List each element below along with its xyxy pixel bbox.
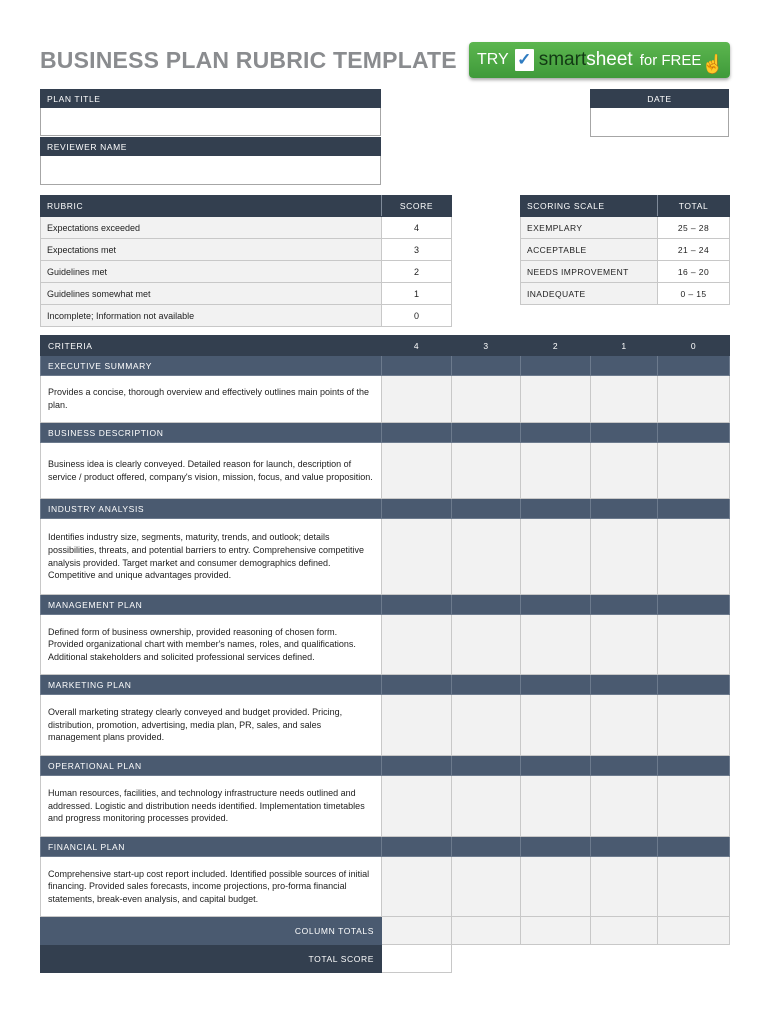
- scale-range: 25 – 28: [658, 217, 730, 239]
- rubric-score: 0: [382, 305, 452, 327]
- column-totals-label: COLUMN TOTALS: [41, 917, 382, 945]
- check-icon: ✓: [515, 49, 534, 71]
- scale-label: ACCEPTABLE: [521, 239, 658, 261]
- section-title: BUSINESS DESCRIPTION: [41, 423, 382, 443]
- score-cell[interactable]: [658, 519, 730, 595]
- score-cell[interactable]: [452, 376, 521, 423]
- rubric-label: Incomplete; Information not available: [41, 305, 382, 327]
- scale-range: 0 – 15: [658, 283, 730, 305]
- column-total-cell[interactable]: [658, 917, 730, 945]
- rubric-row: [41, 239, 452, 261]
- page-title: BUSINESS PLAN RUBRIC TEMPLATE: [40, 47, 457, 73]
- score-cell[interactable]: [658, 857, 730, 917]
- scale-row: [521, 239, 730, 261]
- section-row: [41, 675, 730, 695]
- hand-cursor-icon: ☝: [701, 54, 724, 74]
- section-row: [41, 356, 730, 376]
- score-cell[interactable]: [591, 615, 658, 675]
- rubric-score: 4: [382, 217, 452, 239]
- score-cell[interactable]: [382, 519, 452, 595]
- score-cell[interactable]: [591, 443, 658, 499]
- score-cell[interactable]: [382, 443, 452, 499]
- section-row: [41, 837, 730, 857]
- scale-range: 16 – 20: [658, 261, 730, 283]
- column-total-cell[interactable]: [591, 917, 658, 945]
- score-cell[interactable]: [658, 615, 730, 675]
- plan-title-header: PLAN TITLE: [40, 89, 381, 108]
- column-total-cell[interactable]: [382, 917, 452, 945]
- scale-label: EXEMPLARY: [521, 217, 658, 239]
- rubric-label: Guidelines somewhat met: [41, 283, 382, 305]
- scoring-scale-header: SCORING SCALE: [521, 196, 658, 217]
- score-cell[interactable]: [591, 857, 658, 917]
- rubric-score: 2: [382, 261, 452, 283]
- criteria-row: [41, 443, 730, 499]
- rubric-header-row: [41, 196, 452, 217]
- total-score-row: [41, 945, 730, 973]
- score-column-2-header: 2: [521, 336, 591, 356]
- criteria-description: Defined form of business ownership, provided reasoning of chosen form. Provided organizational chart with member's names, roles, and qualifications. Additional stakeholders and solicited professional services defined.: [41, 615, 382, 675]
- plan-title-field[interactable]: [40, 108, 381, 136]
- score-cell[interactable]: [382, 857, 452, 917]
- score-cell[interactable]: [521, 695, 591, 756]
- score-cell[interactable]: [452, 443, 521, 499]
- try-smartsheet-banner[interactable]: [469, 42, 730, 78]
- column-total-cell[interactable]: [521, 917, 591, 945]
- score-cell[interactable]: [658, 776, 730, 837]
- score-cell[interactable]: [591, 376, 658, 423]
- section-title: MARKETING PLAN: [41, 675, 382, 695]
- rubric-header: RUBRIC: [41, 196, 382, 217]
- score-cell[interactable]: [452, 857, 521, 917]
- score-cell[interactable]: [452, 519, 521, 595]
- rubric-score: 3: [382, 239, 452, 261]
- rubric-row: [41, 217, 452, 239]
- section-title: MANAGEMENT PLAN: [41, 595, 382, 615]
- criteria-table: [40, 335, 730, 973]
- criteria-description: Overall marketing strategy clearly conveyed and budget provided. Pricing, distribution, promotion, advertising, media plan, PR, sales, and sales management plans provided.: [41, 695, 382, 756]
- scale-row: [521, 217, 730, 239]
- criteria-row: [41, 857, 730, 917]
- criteria-row: [41, 615, 730, 675]
- criteria-description: Provides a concise, thorough overview and effectively outlines main points of the plan.: [41, 376, 382, 423]
- rubric-label: Expectations exceeded: [41, 217, 382, 239]
- criteria-description: Business idea is clearly conveyed. Detailed reason for launch, description of service / product offered, company's vision, mission, focus, and value proposition.: [41, 443, 382, 499]
- scale-header-row: [521, 196, 730, 217]
- score-column-3-header: 3: [452, 336, 521, 356]
- score-header: SCORE: [382, 196, 452, 217]
- total-header: TOTAL: [658, 196, 730, 217]
- score-cell[interactable]: [521, 519, 591, 595]
- reviewer-name-header: REVIEWER NAME: [40, 137, 381, 156]
- criteria-description: Human resources, facilities, and technology infrastructure needs outlined and addressed. Logistic and distribution needs identified. Implementation timetables and progress monitoring processes provided.: [41, 776, 382, 837]
- column-total-cell[interactable]: [452, 917, 521, 945]
- criteria-row: [41, 695, 730, 756]
- score-cell[interactable]: [521, 443, 591, 499]
- scale-row: [521, 261, 730, 283]
- scale-row: [521, 283, 730, 305]
- criteria-header: CRITERIA: [41, 336, 382, 356]
- score-cell[interactable]: [521, 776, 591, 837]
- date-field[interactable]: [590, 108, 729, 137]
- score-cell[interactable]: [658, 443, 730, 499]
- scale-label: INADEQUATE: [521, 283, 658, 305]
- section-title: OPERATIONAL PLAN: [41, 756, 382, 776]
- total-score-label: TOTAL SCORE: [41, 945, 382, 973]
- section-row: [41, 423, 730, 443]
- date-header: DATE: [590, 89, 729, 108]
- section-row: [41, 756, 730, 776]
- rubric-label: Guidelines met: [41, 261, 382, 283]
- criteria-description: Comprehensive start-up cost report included. Identified possible sources of initial financing. Provided sales forecasts, income projections, pro-forma financial statements, break-even analysis, and capital budget.: [41, 857, 382, 917]
- score-cell[interactable]: [382, 615, 452, 675]
- score-cell[interactable]: [591, 776, 658, 837]
- scale-label: NEEDS IMPROVEMENT: [521, 261, 658, 283]
- score-cell[interactable]: [452, 615, 521, 675]
- score-cell[interactable]: [382, 695, 452, 756]
- score-cell[interactable]: [658, 695, 730, 756]
- banner-free-text: for FREE: [639, 51, 702, 69]
- reviewer-name-field[interactable]: [40, 156, 381, 185]
- banner-try-text: TRY: [477, 51, 509, 68]
- banner-brand: smartsheet: [538, 49, 633, 70]
- score-cell[interactable]: [382, 376, 452, 423]
- criteria-row: [41, 376, 730, 423]
- criteria-description: Identifies industry size, segments, maturity, trends, and outlook; details possibilities, threats, and potential barriers to entry. Comprehensive competitive analysis provided. Target market and consumer demographics defined. Competitive and unique advantages provided.: [41, 519, 382, 595]
- score-cell[interactable]: [382, 776, 452, 837]
- score-column-4-header: 4: [382, 336, 452, 356]
- scale-range: 21 – 24: [658, 239, 730, 261]
- rubric-table: [40, 195, 452, 327]
- section-row: [41, 499, 730, 519]
- score-column-1-header: 1: [591, 336, 658, 356]
- rubric-label: Expectations met: [41, 239, 382, 261]
- column-totals-row: [41, 917, 730, 945]
- criteria-row: [41, 776, 730, 837]
- score-cell[interactable]: [591, 519, 658, 595]
- score-cell[interactable]: [521, 376, 591, 423]
- criteria-header-row: [41, 336, 730, 356]
- section-row: [41, 595, 730, 615]
- rubric-row: [41, 283, 452, 305]
- total-score-cell[interactable]: [382, 945, 452, 973]
- score-cell[interactable]: [452, 776, 521, 837]
- score-cell[interactable]: [452, 695, 521, 756]
- rubric-score: 1: [382, 283, 452, 305]
- rubric-row: [41, 305, 452, 327]
- score-column-0-header: 0: [658, 336, 730, 356]
- score-cell[interactable]: [521, 857, 591, 917]
- criteria-row: [41, 519, 730, 595]
- rubric-row: [41, 261, 452, 283]
- score-cell[interactable]: [521, 615, 591, 675]
- section-title: EXECUTIVE SUMMARY: [41, 356, 382, 376]
- section-title: FINANCIAL PLAN: [41, 837, 382, 857]
- score-cell[interactable]: [591, 695, 658, 756]
- score-cell[interactable]: [658, 376, 730, 423]
- section-title: INDUSTRY ANALYSIS: [41, 499, 382, 519]
- scoring-scale-table: [520, 195, 730, 305]
